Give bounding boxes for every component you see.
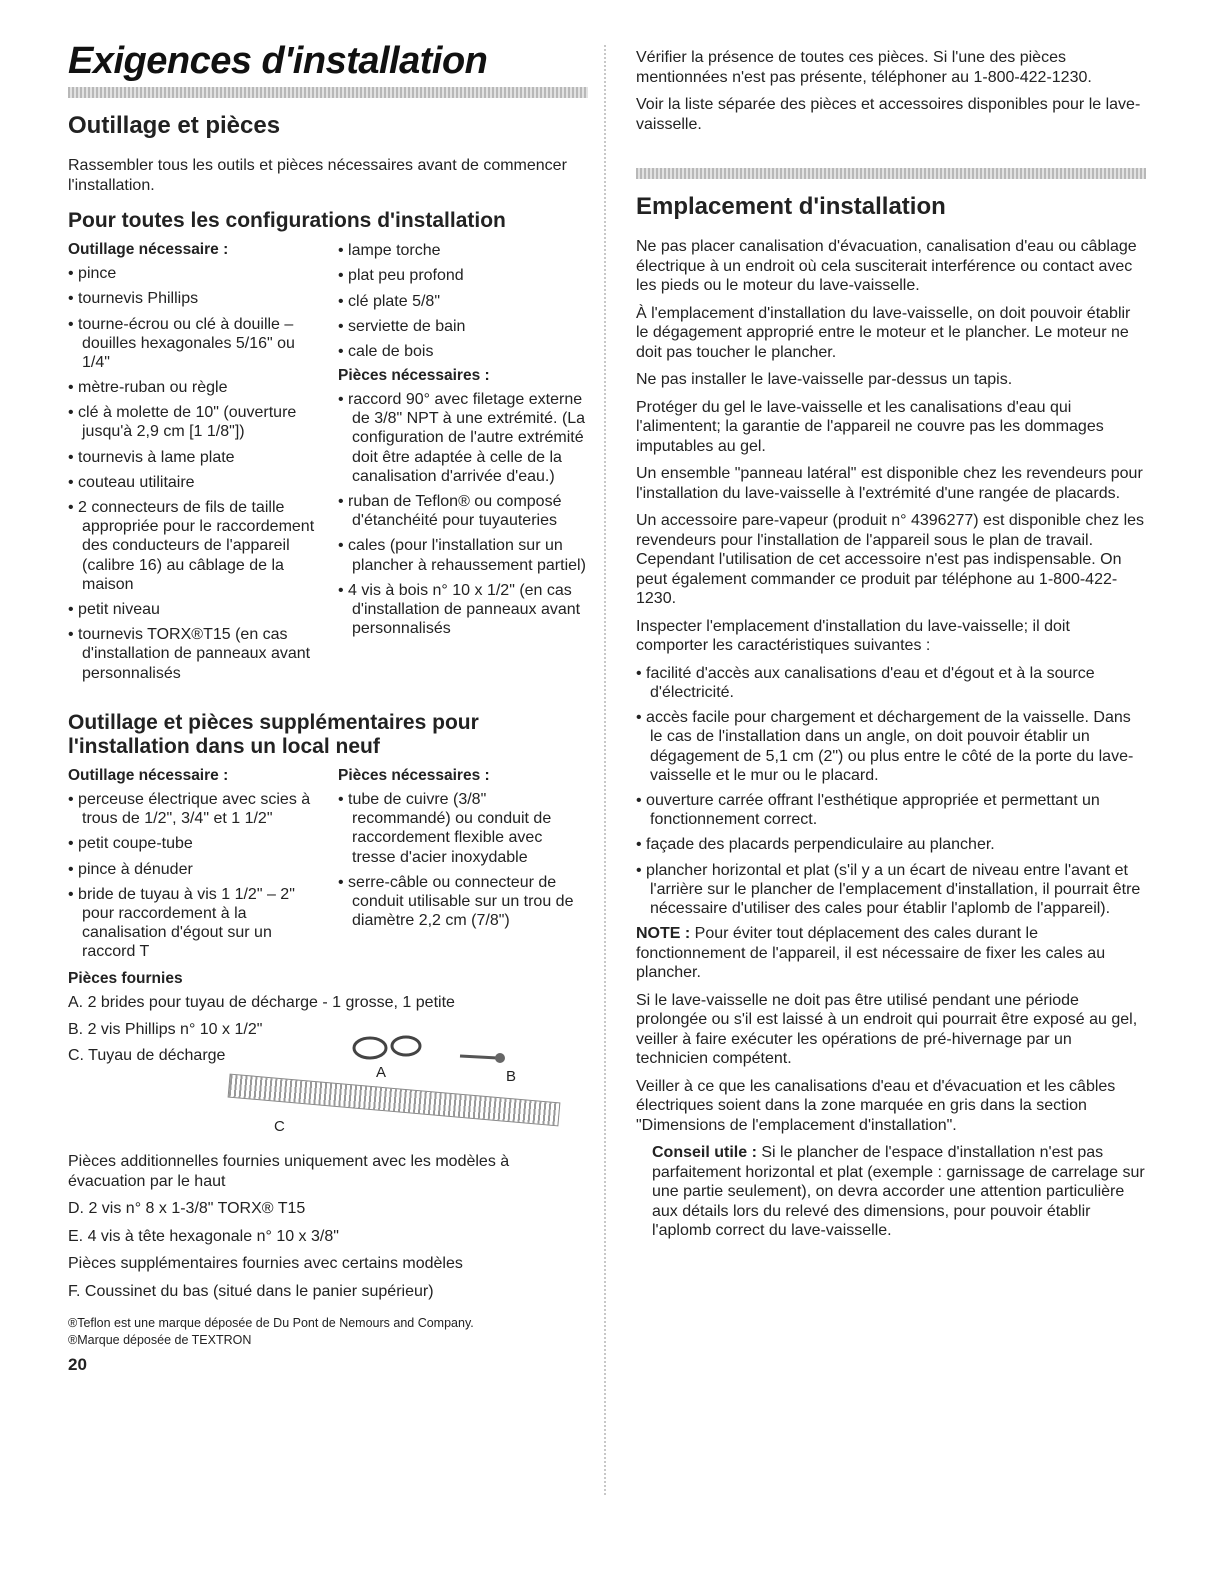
list-item: • accès facile pour chargement et déchargement de la vaisselle. Dans le cas de l'installation dans un angle, on doit pouvoir établir un dégagement de 5,1 cm (2") ou plus entre le côté de la porte du lave-vaisselle et le mur ou le placard. — [636, 708, 1146, 785]
fig-label-b: B — [506, 1068, 517, 1086]
list-item: • 2 connecteurs de fils de taille appropriée pour le raccordement des conducteurs de l'appareil (calibre 16) au câblage de la maison — [68, 498, 318, 594]
list-item: • lampe torche — [338, 241, 588, 260]
extra-item-f: F. Coussinet du bas (situé dans le panier supérieur) — [68, 1282, 434, 1300]
list-item: • petit niveau — [68, 600, 318, 619]
intro-text: Rassembler tous les outils et pièces nécessaires avant de commencer l'installation. — [68, 157, 567, 194]
subheading-new-construction: Outillage et pièces supplémentaires pour l'installation dans un local neuf — [68, 710, 479, 758]
list-item: • mètre-ruban ou règle — [68, 378, 318, 397]
list-item: • tourne-écrou ou clé à douille – douilles hexagonales 5/16" ou 1/4" — [68, 315, 318, 373]
location-para: Un ensemble "panneau latéral" est disponible chez les revendeurs pour l'installation du lave-vaisselle à l'extrémité d'une rangée de placards. — [636, 465, 1143, 502]
supplied-item-b: B. 2 vis Phillips n° 10 x 1/2" — [68, 1021, 263, 1039]
additional-item-e: E. 4 vis à tête hexagonale n° 10 x 3/8" — [68, 1227, 339, 1245]
section-rule — [636, 168, 1146, 179]
list-item: • plancher horizontal et plat (s'il y a un écart de niveau entre l'avant et l'arrière sur le plancher de l'emplacement d'installation, il pourrait être nécessaire d'utiliser des cales pour établir l'aplomb de l'appareil). — [636, 861, 1146, 919]
list-item: • tournevis TORX®T15 (en cas d'installation de panneaux avant personnalisés — [68, 625, 318, 683]
footnotes — [68, 1315, 588, 1349]
extra-intro: Pièces supplémentaires fournies avec certains modèles — [68, 1255, 463, 1273]
column-divider — [604, 45, 606, 1495]
list-item: • perceuse électrique avec scies à trous de 1/2", 3/4" et 1 1/2" — [68, 790, 318, 828]
additional-intro: Pièces additionnelles fournies uniquement avec les modèles à évacuation par le haut — [68, 1153, 510, 1190]
parts-label: Pièces nécessaires : — [338, 767, 490, 785]
footnote: ®Marque déposée de TEXTRON — [68, 1333, 252, 1347]
new-construction-grid — [68, 767, 588, 968]
list-item: • cale de bois — [338, 342, 588, 361]
location-para: Ne pas placer canalisation d'évacuation, canalisation d'eau ou câblage électrique à un endroit où cela susciterait interférence ou contact avec les pieds ou le moteur du lave-vaisselle. — [636, 238, 1137, 295]
tools-col1 — [68, 241, 318, 689]
parts-list-ref: Voir la liste séparée des pièces et accessoires disponibles pour le lave-vaisselle. — [636, 96, 1141, 133]
parts-list — [338, 390, 588, 638]
list-item: • tournevis à lame plate — [68, 448, 318, 467]
hose-clamps-icon — [350, 1030, 430, 1066]
list-item: • ouverture carrée offrant l'esthétique appropriée et permettant un fonctionnement correct. — [636, 791, 1146, 829]
list-item: • pince — [68, 264, 318, 283]
list-item: • bride de tuyau à vis 1 1/2" – 2" pour raccordement à la canalisation d'égout sur un raccord T — [68, 885, 318, 962]
title-rule — [68, 87, 588, 98]
location-para: Protéger du gel le lave-vaisselle et les canalisations d'eau qui l'alimentent; la garantie de l'appareil ne couvre pas les dommages imputables au gel. — [636, 398, 1104, 455]
page-title: Exigences d'installation — [68, 40, 488, 82]
footnote: ®Teflon est une marque déposée de Du Pont de Nemours and Company. — [68, 1316, 474, 1331]
tip-paragraph — [652, 1143, 1146, 1241]
supplied-label: Pièces fournies — [68, 969, 183, 987]
tools-list-2 — [338, 241, 588, 361]
list-item: • serre-câble ou connecteur de conduit utilisable sur un trou de diamètre 2,2 cm (7/8") — [338, 873, 588, 931]
list-item: • façade des placards perpendiculaire au plancher. — [636, 835, 1146, 854]
supplied-parts-figure — [68, 1020, 588, 1140]
note-label: NOTE : — [636, 925, 691, 943]
zone-paragraph: Veiller à ce que les canalisations d'eau et d'évacuation et les câbles électriques soient dans la zone marquée en gris dans la section "Dimensions de l'emplacement d'installation". — [636, 1077, 1116, 1134]
fig-label-c: C — [274, 1118, 285, 1136]
list-item: • facilité d'accès aux canalisations d'eau et d'égout et à la source d'électricité. — [636, 664, 1146, 702]
list-item: • ruban de Teflon® ou composé d'étanchéité pour tuyauteries — [338, 492, 588, 530]
supplied-item-a: A. 2 brides pour tuyau de décharge - 1 grosse, 1 petite — [68, 993, 455, 1011]
tools-list-1 — [68, 264, 318, 683]
parts-label: Pièces nécessaires : — [338, 367, 490, 385]
tools-col2 — [338, 241, 588, 689]
tools-label: Outillage nécessaire : — [68, 241, 229, 259]
new-parts-list — [338, 790, 588, 930]
section-heading-tools: Outillage et pièces — [68, 112, 281, 139]
right-column — [636, 48, 1146, 1249]
location-para: Un accessoire pare-vapeur (produit n° 4396277) est disponible chez les revendeurs pour l'installation de l'appareil sous le plan de travail. Cependant l'utilisation de cet accessoire n'est pas indispensable. On peut également commander ce produit par téléphone au 1-800-422-1230. — [636, 512, 1145, 608]
page-number: 20 — [68, 1354, 87, 1374]
subheading-all-configs: Pour toutes les configurations d'installation — [68, 209, 506, 233]
fig-label-a: A — [376, 1064, 387, 1082]
list-item: • petit coupe-tube — [68, 834, 318, 853]
list-item: • couteau utilitaire — [68, 473, 318, 492]
new-tools-col — [68, 767, 318, 968]
tip-label: Conseil utile : — [652, 1144, 757, 1162]
section-heading-location: Emplacement d'installation — [636, 193, 946, 221]
tip-text: Si le plancher de l'espace d'installation n'est pas parfaitement horizontal et plat (exemple : garnissage de carrelage sur une partie seulement), on devra accorder une attention particulière aux détails lors du relevé des dimensions, pour pouvoir établir l'aplomb correct du lave-vaisselle. — [652, 1144, 1145, 1240]
left-column — [68, 40, 588, 1375]
requirements-list — [636, 664, 1146, 918]
note-paragraph — [636, 924, 1146, 983]
list-item: • raccord 90° avec filetage externe de 3/8" NPT à une extrémité. (La configuration de l'autre extrémité doit être adaptée à celle de la canalisation d'arrivée d'eau.) — [338, 390, 588, 486]
tools-label: Outillage nécessaire : — [68, 767, 229, 785]
parts-check-text: Vérifier la présence de toutes ces pièces. Si l'une des pièces mentionnées n'est pas présente, téléphoner au 1-800-422-1230. — [636, 49, 1092, 86]
list-item: • clé à molette de 10" (ouverture jusqu'à 2,9 cm [1 1/8"]) — [68, 403, 318, 441]
supplied-item-c: C. Tuyau de décharge — [68, 1047, 226, 1065]
list-item: • tournevis Phillips — [68, 289, 318, 308]
additional-item-d: D. 2 vis n° 8 x 1-3/8" TORX® T15 — [68, 1200, 306, 1218]
list-item: • 4 vis à bois n° 10 x 1/2" (en cas d'installation de panneaux avant personnalisés — [338, 581, 588, 639]
list-item: • clé plate 5/8" — [338, 292, 588, 311]
tools-parts-grid — [68, 241, 588, 689]
list-item: • plat peu profond — [338, 266, 588, 285]
location-para: Inspecter l'emplacement d'installation du lave-vaisselle; il doit comporter les caractéristiques suivantes : — [636, 617, 1070, 655]
new-tools-list — [68, 790, 318, 962]
list-item: • cales (pour l'installation sur un plancher à rehaussement partiel) — [338, 536, 588, 574]
list-item: • tube de cuivre (3/8" recommandé) ou conduit de raccordement flexible avec tresse d'acier inoxydable — [338, 790, 588, 867]
screws-icon — [458, 1048, 508, 1068]
location-para: Ne pas installer le lave-vaisselle par-dessus un tapis. — [636, 371, 1013, 389]
note-text: Pour éviter tout déplacement des cales durant le fonctionnement de l'appareil, il est nécessaire de fixer les cales au plancher. — [636, 925, 1106, 982]
list-item: • pince à dénuder — [68, 860, 318, 879]
new-parts-col — [338, 767, 588, 968]
location-para: À l'emplacement d'installation du lave-vaisselle, on doit pouvoir établir le dégagement approprié entre le moteur et le plancher. Le moteur ne doit pas toucher le plancher. — [636, 304, 1131, 361]
list-item: • serviette de bain — [338, 317, 588, 336]
winter-paragraph: Si le lave-vaisselle ne doit pas être utilisé pendant une période prolongée ou s'il est laissé à un endroit qui pourrait être exposé au gel, veiller à faire exécuter les opérations de pré-hivernage par un technicien compétent. — [636, 991, 1138, 1068]
